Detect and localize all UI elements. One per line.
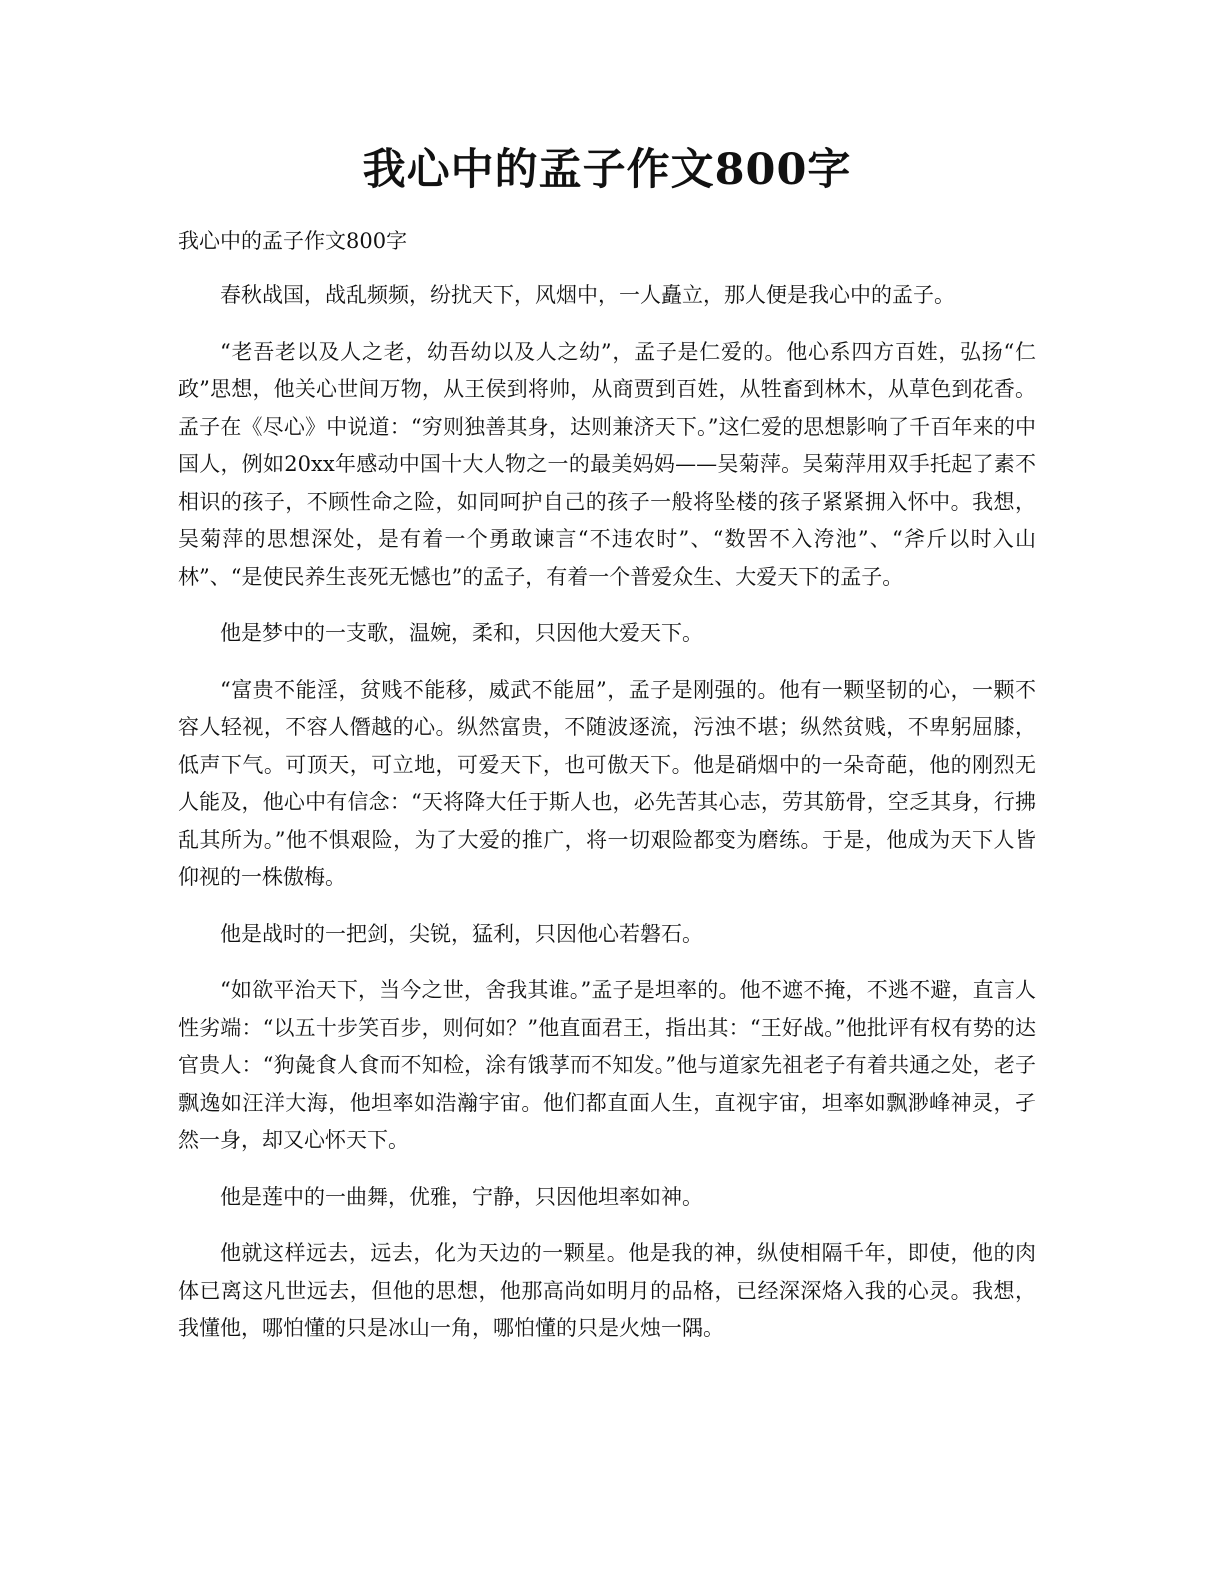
paragraph-3: 他是梦中的一支歌，温婉，柔和，只因他大爱天下。 bbox=[220, 621, 703, 645]
paragraph-8: 他就这样远去，远去，化为天边的一颗星。他是我的神，纵使相隔千年，即使，他的肉体已离这凡世远去，但他的思想，他那高尚如明月的品格，已经深深烙入我的心灵。我想，我懂他，哪怕懂的只是冰山一角，哪怕懂的只是火烛一隅。 bbox=[178, 1241, 1036, 1340]
paragraph-7: 他是莲中的一曲舞，优雅，宁静，只因他坦率如神。 bbox=[220, 1184, 703, 1209]
paragraph-1: 春秋战国，战乱频频，纷扰天下，风烟中，一人矗立，那人便是我心中的孟子。 bbox=[220, 283, 955, 307]
document-subtitle: 我心中的孟子作文800字 bbox=[178, 229, 408, 253]
paragraph-2: “老吾老以及人之老，幼吾幼以及人之幼”，孟子是仁爱的。他心系四方百姓，弘扬“仁政”思想，他关心世间万物，从王侯到将帅，从商贾到百姓，从牲畜到林木，从草色到花香。孟子在《尽心》中说道：“穷则独善其身，达则兼济天下。”这仁爱的思想影响了千百年来的中国人，例如20xx年感动中国十大人物之一的最美妈妈——吴菊萍。吴菊萍用双手托起了素不相识的孩子，不顾性命之险，如同呵护自己的孩子一般将坠楼的孩子紧紧拥入怀中。我想，吴菊萍的思想深处，是有着一个勇敢谏言“不违农时”、“数罟不入洿池”、“斧斤以时入山林”、“是使民养生丧死无憾也”的孟子，有着一个普爱众生、大爱天下的孟子。 bbox=[178, 339, 1036, 589]
paragraph-4: “富贵不能淫，贫贱不能移，威武不能屈”，孟子是刚强的。他有一颗坚韧的心，一颗不容人轻视，不容人僭越的心。纵然富贵，不随波逐流，污浊不堪；纵然贫贱，不卑躬屈膝，低声下气。可顶天，可立地，可爱天下，也可傲天下。他是硝烟中的一朵奇葩，他的刚烈无人能及，他心中有信念：“天将降大任于斯人也，必先苦其心志，劳其筋骨，空乏其身，行拂乱其所为。”他不惧艰险，为了大爱的推广，将一切艰险都变为磨练。于是，他成为天下人皆仰视的一株傲梅。 bbox=[178, 677, 1036, 889]
document-title: 我心中的孟子作文800字 bbox=[362, 145, 852, 195]
document-page bbox=[178, 130, 1036, 1348]
paragraph-5: 他是战时的一把剑，尖锐，猛利，只因他心若磐石。 bbox=[220, 921, 703, 946]
paragraph-6: “如欲平治天下，当今之世，舍我其谁。”孟子是坦率的。他不遮不掩，不逃不避，直言人性劣端：“以五十步笑百步，则何如？”他直面君王，指出其：“王好战。”他批评有权有势的达官贵人：“狗彘食人食而不知检，涂有饿莩而不知发。”他与道家先祖老子有着共通之处，老子飘逸如汪洋大海，他坦率如浩瀚宇宙。他们都直面人生，直视宇宙，坦率如飘渺峰神灵，孑然一身，却又心怀天下。 bbox=[178, 978, 1036, 1152]
